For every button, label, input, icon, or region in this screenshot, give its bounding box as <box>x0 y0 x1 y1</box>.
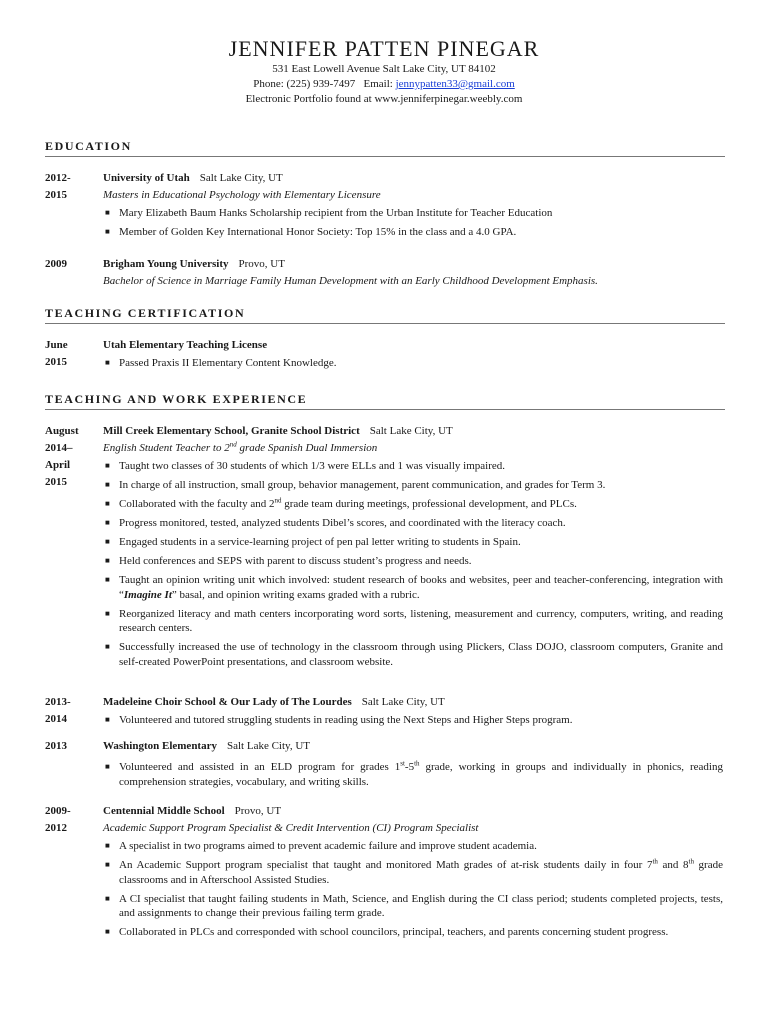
bullet-list <box>103 713 723 728</box>
section-divider <box>45 409 725 410</box>
date-start: 2013 <box>45 740 67 752</box>
text-run: Collaborated with the faculty and 2 <box>119 498 275 510</box>
certification-title: Utah Elementary Teaching License <box>103 339 268 351</box>
entry-date <box>45 337 97 371</box>
date-line: April <box>45 459 71 471</box>
degree-title: Bachelor of Science in Marriage Family Human Development with an Early Childhood Development Emphasis. <box>103 275 598 287</box>
emphasis: Imagine It <box>123 588 172 601</box>
organization-location: Provo, UT <box>238 258 285 270</box>
entry-date <box>45 738 97 755</box>
superscript: th <box>414 759 420 768</box>
list-item <box>103 858 723 887</box>
text-run: An Academic Support program specialist that taught and monitored Math grades of at-risk students daily in four 7 <box>119 859 653 871</box>
date-end: 2015 <box>45 356 67 368</box>
list-item: ■ Reorganized literacy and math centers incorporating word sorts, listening, measurement and currency, computers, writing, and reading research centers. <box>103 607 723 636</box>
section-title: TEACHING AND WORK EXPERIENCE <box>45 392 308 406</box>
bullet-list <box>103 459 723 669</box>
entry-body <box>103 170 723 244</box>
date-start: 2013- <box>45 696 71 708</box>
list-item: ■ Collaborated in PLCs and corresponded with school councilors, principal, teachers, and parents concerning student progress. <box>103 925 723 940</box>
list-item: ■ Passed Praxis II Elementary Content Knowledge. <box>103 356 723 371</box>
superscript: th <box>688 857 694 866</box>
entry-date <box>45 170 97 204</box>
bullet-list <box>103 839 723 940</box>
organization-name: University of Utah <box>103 172 190 184</box>
date-start: 2009 <box>45 258 67 270</box>
superscript: nd <box>229 440 237 449</box>
list-item: ■ Successfully increased the use of technology in the classroom through using Plickers, Class DOJO, classroom computers, Granite and self-created PowerPoint presentations, and classroom website. <box>103 640 723 669</box>
list-item: ■ Held conferences and SEPS with parent to discuss student’s progress and needs. <box>103 554 723 569</box>
text-run: ” basal, and opinion writing exams graded with a rubric. <box>171 588 420 601</box>
certification-section-heading <box>45 305 725 324</box>
superscript: st <box>400 759 405 768</box>
entry-body <box>103 738 723 794</box>
education-section-heading <box>45 138 725 157</box>
text-run: grade Spanish Dual Immersion <box>236 442 378 454</box>
portfolio-line: Electronic Portfolio found at www.jenniferpinegar.weebly.com <box>245 93 523 105</box>
organization-location: Salt Lake City, UT <box>199 172 283 184</box>
bullet-list <box>103 760 723 789</box>
list-item: ■ A specialist in two programs aimed to prevent academic failure and improve student academia. <box>103 839 723 854</box>
organization-name: Centennial Middle School <box>103 805 225 817</box>
candidate-name: JENNIFER PATTEN PINEGAR <box>228 36 540 61</box>
list-item <box>103 497 723 512</box>
list-item <box>103 760 723 789</box>
date-start: June <box>45 339 68 351</box>
list-item: ■ Volunteered and tutored struggling students in reading using the Next Steps and Higher Steps program. <box>103 713 723 728</box>
list-item <box>103 573 723 602</box>
list-item: ■ Taught two classes of 30 students of which 1/3 were ELLs and 1 was visually impaired. <box>103 459 723 474</box>
date-start: 2009- <box>45 805 71 817</box>
entry-body <box>103 423 723 674</box>
organization-location: Salt Lake City, UT <box>369 425 453 437</box>
section-divider <box>45 323 725 324</box>
phone-label: Phone: <box>253 78 284 90</box>
superscript: th <box>652 857 658 866</box>
entry-date <box>45 803 97 837</box>
date-line: 2014– <box>45 442 73 454</box>
entry-body <box>103 337 723 375</box>
bullet-list <box>103 206 723 240</box>
position-title <box>103 440 723 457</box>
organization-name: Madeleine Choir School & Our Lady of The Lourdes <box>103 696 352 708</box>
entry-date <box>45 256 97 273</box>
degree-title: Masters in Educational Psychology with Elementary Licensure <box>103 189 381 201</box>
list-item: ■ A CI specialist that taught failing students in Math, Science, and English during the CI class period; students completed projects, tests, and assignments to change their previous failing term grade. <box>103 892 723 921</box>
list-item: ■ Progress monitored, tested, analyzed students Dibel’s scores, and coordinated with the literacy coach. <box>103 516 723 531</box>
bullet-list <box>103 356 723 371</box>
text-run: grade classrooms and in Afterschool Assisted Studies. <box>119 859 723 886</box>
section-divider <box>45 156 725 157</box>
text-run: Volunteered and assisted in an ELD program for grades 1 <box>119 761 401 773</box>
date-start: 2012- <box>45 172 71 184</box>
text-run: grade team during meetings, professional development, and PLCs. <box>281 498 577 510</box>
list-item: ■ In charge of all instruction, small group, behavior management, parent communication, and grades for Term 3. <box>103 478 723 493</box>
section-title: TEACHING CERTIFICATION <box>45 306 246 320</box>
resume-header <box>0 36 768 107</box>
list-item: ■ Engaged students in a service-learning project of pen pal letter writing to students in Spain. <box>103 535 723 550</box>
organization-location: Provo, UT <box>234 805 282 817</box>
entry-date <box>45 423 97 491</box>
position-title: Academic Support Program Specialist & Credit Intervention (CI) Program Specialist <box>103 822 479 834</box>
date-end: 2015 <box>45 189 67 201</box>
section-title: EDUCATION <box>45 139 132 153</box>
organization-name: Mill Creek Elementary School, Granite School District <box>103 425 360 437</box>
text-run: and 8 <box>657 859 689 871</box>
date-end: 2014 <box>45 713 67 725</box>
entry-date <box>45 694 97 728</box>
organization-location: Salt Lake City, UT <box>361 696 445 708</box>
date-end: 2012 <box>45 822 67 834</box>
contact-line <box>0 77 768 92</box>
text-run: grade, working in groups and individually in phonics, reading comprehension strategies, vocabulary, and writing skills. <box>119 761 723 788</box>
address-line: 531 East Lowell Avenue Salt Lake City, UT 84102 <box>272 63 496 75</box>
email-label: Email: <box>363 78 393 90</box>
date-line: August <box>45 425 79 437</box>
text-run: -5 <box>404 761 415 773</box>
list-item: ■ Member of Golden Key International Honor Society: Top 15% in the class and a 4.0 GPA. <box>103 225 723 240</box>
entry-body <box>103 256 723 290</box>
organization-name: Brigham Young University <box>103 258 229 270</box>
organization-location: Salt Lake City, UT <box>226 740 310 752</box>
superscript: nd <box>274 496 282 505</box>
entry-body <box>103 803 723 944</box>
list-item: ■ Mary Elizabeth Baum Hanks Scholarship recipient from the Urban Institute for Teacher Education <box>103 206 723 221</box>
text-run: English Student Teacher to 2 <box>103 442 230 454</box>
entry-body <box>103 694 723 732</box>
organization-name: Washington Elementary <box>103 740 217 752</box>
text-run: Taught an opinion writing unit which involved: student research of books and websites, peer and teacher-conferencing, integration with “ <box>119 574 723 601</box>
phone-number: (225) 939-7497 <box>286 78 356 90</box>
date-line: 2015 <box>45 476 67 488</box>
experience-section-heading <box>45 391 725 410</box>
email-link[interactable]: jennypatten33@gmail.com <box>395 78 515 90</box>
